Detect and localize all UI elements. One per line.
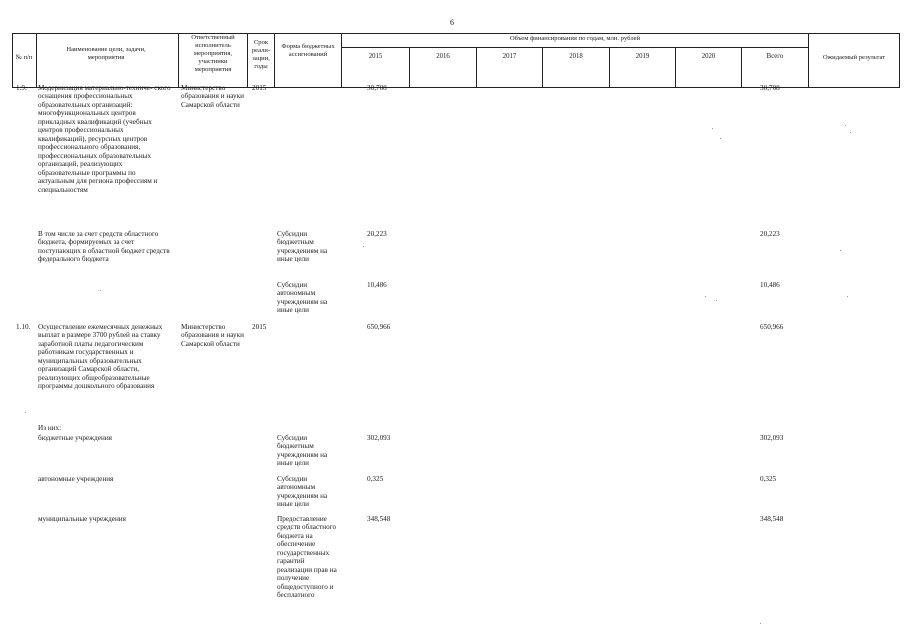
scan-speck xyxy=(847,296,848,297)
row-1-10-responsible: Министерство образования и науки Самарской области xyxy=(181,323,244,348)
scan-speck xyxy=(712,128,713,129)
header-form: Форма бюджетных ассигнований xyxy=(281,43,335,58)
row-1-9a-total: 20,223 xyxy=(760,230,780,238)
row-1-9b-form: Субсидии автономным учреждениям на иные цели xyxy=(277,281,328,315)
header-year-2020: 2020 xyxy=(701,53,716,60)
scan-speck xyxy=(100,290,101,291)
scan-speck xyxy=(845,125,846,126)
scan-speck xyxy=(760,623,761,624)
scan-speck xyxy=(25,412,26,413)
row-1-10-value-2015: 650,966 xyxy=(367,323,391,331)
header-expected-result: Ожидаемый результат xyxy=(822,54,886,61)
scan-speck xyxy=(720,138,721,139)
header-responsible: Ответственный исполнитель мероприятия, участники мероприятия xyxy=(191,34,235,73)
header-term: Срок реали- зации, годы xyxy=(251,39,271,70)
header-total: Всего xyxy=(766,53,784,60)
scan-speck xyxy=(716,300,717,301)
scan-speck xyxy=(363,246,364,247)
row-1-10a-total: 302,093 xyxy=(760,434,784,442)
header-year-2017: 2017 xyxy=(502,53,517,60)
row-1-9b-value-2015: 10,486 xyxy=(367,281,387,289)
of-them-label: Из них: xyxy=(38,424,62,432)
header-year-2015: 2015 xyxy=(368,53,383,60)
row-1-9b-total: 10,486 xyxy=(760,281,780,289)
row-1-9-total: 30,708 xyxy=(760,84,780,92)
row-1-9-name: Модернизация материально-техниче- ского оснащения профессиональных образовательных организаций: многофункциональных центров прикладных квалификаций (учебных центров профессиональных квалификаций), ресурсных центров профессионального образования, профессиональных образовательных организаций, реализующих образовательные программы по актуальным для региона профессиям и специальностям xyxy=(38,84,171,194)
row-1-10-name: Осуществление ежемесячных денежных выплат в размере 3700 рублей на ставку заработной платы педагогическим работникам государственных и муниципальных образовательных организаций Самарской области, реализующих общеобразовательные программы дошкольного образования xyxy=(38,323,163,391)
row-1-9-term: 2015 xyxy=(252,84,267,92)
scan-speck xyxy=(840,250,841,251)
row-1-9a-form: Субсидии бюджетным учреждениям на иные цели xyxy=(277,230,328,264)
row-1-10c-total: 348,548 xyxy=(760,515,784,523)
row-1-10-total: 650,966 xyxy=(760,323,784,331)
row-1-10a-form: Субсидии бюджетным учреждениям на иные цели xyxy=(277,434,328,468)
table-header xyxy=(12,33,900,88)
page-number: 6 xyxy=(450,18,454,27)
row-1-10-number: 1.10. xyxy=(16,323,31,331)
row-1-9a-value-2015: 20,223 xyxy=(367,230,387,238)
header-year-2016: 2016 xyxy=(436,53,450,60)
row-1-10b-total: 0,325 xyxy=(760,475,777,483)
header-name: Наименование цели, задачи, мероприятия xyxy=(66,46,146,61)
row-1-10b-value-2015: 0,325 xyxy=(367,475,384,483)
row-1-9-number: 1.9. xyxy=(16,84,27,92)
row-1-10-term: 2015 xyxy=(252,323,267,331)
scan-speck xyxy=(850,132,851,133)
header-year-2018: 2018 xyxy=(569,53,583,60)
header-year-2019: 2019 xyxy=(635,53,650,60)
row-1-10c-name: муниципальные учреждения xyxy=(38,515,126,523)
row-1-10b-form: Субсидии автономным учреждениям на иные цели xyxy=(277,475,328,509)
row-1-10a-value-2015: 302,093 xyxy=(367,434,391,442)
row-1-10a-name: бюджетные учреждения xyxy=(38,434,112,442)
row-1-10c-value-2015: 348,548 xyxy=(367,515,391,523)
row-1-10c-form: Предоставление средств областного бюджета на обеспечение государственных гарантий реализации прав на получение общедоступного и бесплатного xyxy=(277,515,337,600)
row-1-9a-name: В том числе за счет средств областного бюджета, формируемых за счет поступающих в областной бюджет средств федерального бюджета xyxy=(38,230,170,264)
row-1-9-responsible: Министерство образования и науки Самарской области xyxy=(181,84,244,109)
header-funding: Объем финансирования по годам, млн. рублей xyxy=(509,35,641,42)
header-num: № п/п xyxy=(15,54,33,61)
scan-speck xyxy=(705,296,706,297)
row-1-10b-name: автономные учреждения xyxy=(38,475,114,483)
row-1-9-value-2015: 30,708 xyxy=(367,84,387,92)
